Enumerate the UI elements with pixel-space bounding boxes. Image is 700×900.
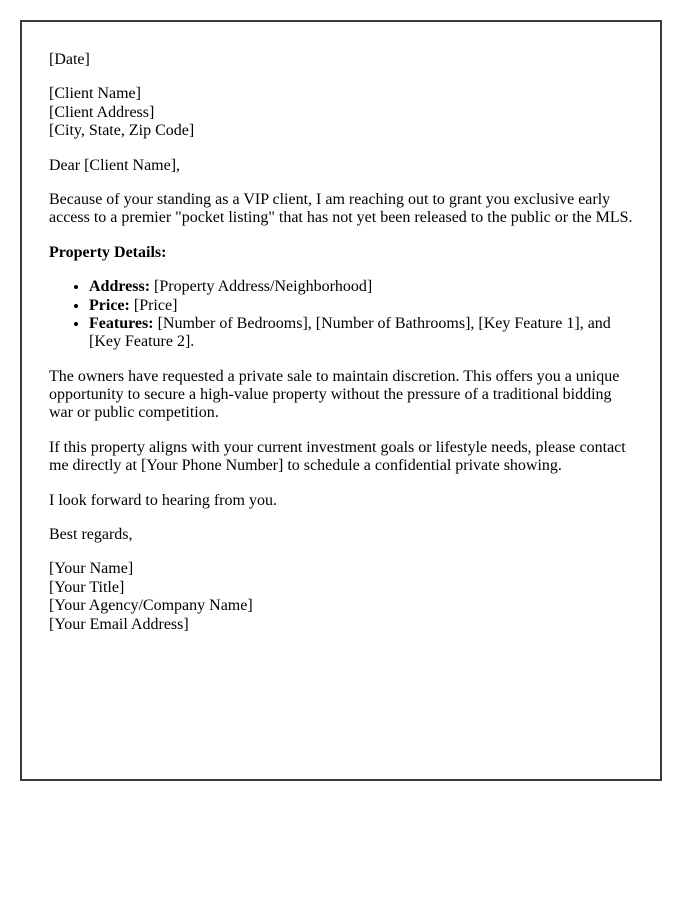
salutation: Dear [Client Name], (49, 156, 181, 174)
signoff: Best regards, (49, 526, 133, 544)
property-details-list (49, 278, 633, 352)
signature-agency: [Your Agency/Company Name] (49, 597, 253, 615)
bullet-price (89, 297, 633, 315)
signature-email: [Your Email Address] (49, 615, 189, 633)
bullet-price-label: Price: (89, 296, 130, 314)
bullet-address-value: [Property Address/Neighborhood] (150, 278, 373, 296)
recipient-name: [Client Name] (49, 85, 141, 103)
private-sale-paragraph: The owners have requested a private sale to maintain discretion. This offers you a unique opportunity to secure a high-value property without the pressure of a traditional bidding war or public competition. (49, 367, 620, 422)
bullet-address (89, 278, 633, 296)
bullet-address-label: Address: (89, 278, 151, 296)
signature-block (49, 560, 633, 634)
letter-page (20, 20, 662, 781)
intro-paragraph: Because of your standing as a VIP client, I am reaching out to grant you exclusive early access to a premier "pocket listing" that has not yet been released to the public or the MLS. (49, 190, 633, 227)
closing-paragraph: I look forward to hearing from you. (49, 491, 277, 509)
letter-content (22, 22, 660, 634)
contact-paragraph: If this property aligns with your current investment goals or lifestyle needs, please contact me directly at [Your Phone Number] to schedule a confidential private showing. (49, 438, 626, 475)
bullet-features-label: Features: (89, 314, 154, 332)
bullet-features (89, 315, 633, 352)
signature-title: [Your Title] (49, 578, 125, 596)
signature-name: [Your Name] (49, 560, 134, 578)
bullet-features-value: [Number of Bedrooms], [Number of Bathrooms], [Key Feature 1], and [Key Feature 2]. (89, 314, 611, 351)
recipient-block (49, 85, 633, 140)
recipient-city-state-zip: [City, State, Zip Code] (49, 122, 195, 140)
property-details-heading: Property Details: (49, 243, 167, 261)
date-line: [Date] (49, 51, 90, 68)
recipient-address: [Client Address] (49, 103, 155, 121)
bullet-price-value: [Price] (129, 296, 178, 314)
